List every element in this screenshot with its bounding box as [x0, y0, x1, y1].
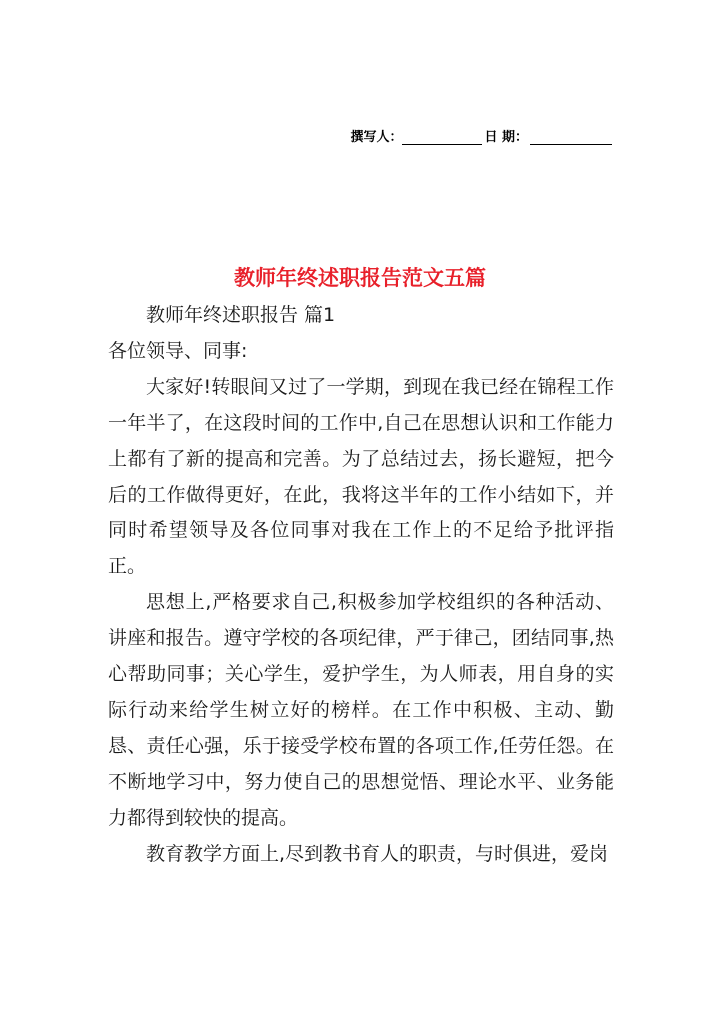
date-label: 日 期：	[484, 130, 528, 145]
section-heading: 教师年终述职报告 篇1	[146, 304, 336, 326]
greeting: 各位领导、同事:	[108, 339, 248, 362]
author-label: 撰写人：	[350, 130, 403, 145]
header-signature-line	[350, 126, 612, 145]
paragraph: 思想上,严格要求自己,积极参加学校组织的各种活动、讲座和报告。遵守学校的各项纪律，严于律己，团结同事,热心帮助同事；关心学生，爱护学生，为人师表，用自身的实际行动来给学生树立好的榜样。在工作中积极、主动、勤恳、责任心强，乐于接受学校布置的各项工作,任劳任怨。在不断地学习中，努力使自己的思想觉悟、理论水平、业务能力都得到较快的提高。	[108, 591, 614, 829]
date-blank	[530, 130, 612, 145]
document-body	[108, 298, 614, 873]
author-blank	[402, 130, 482, 145]
paragraph: 教育教学方面上,尽到教书育人的职责，与时俱进，爱岗	[146, 842, 609, 865]
document-title: 教师年终述职报告范文五篇	[234, 265, 486, 290]
paragraph: 大家好!转眼间又过了一学期，到现在我已经在锦程工作一年半了，在这段时间的工作中,自己在思想认识和工作能力上都有了新的提高和完善。为了总结过去，扬长避短，把今后的工作做得更好，在此，我将这半年的工作小结如下，并同时希望领导及各位同事对我在工作上的不足给予批评指正。	[108, 375, 614, 578]
